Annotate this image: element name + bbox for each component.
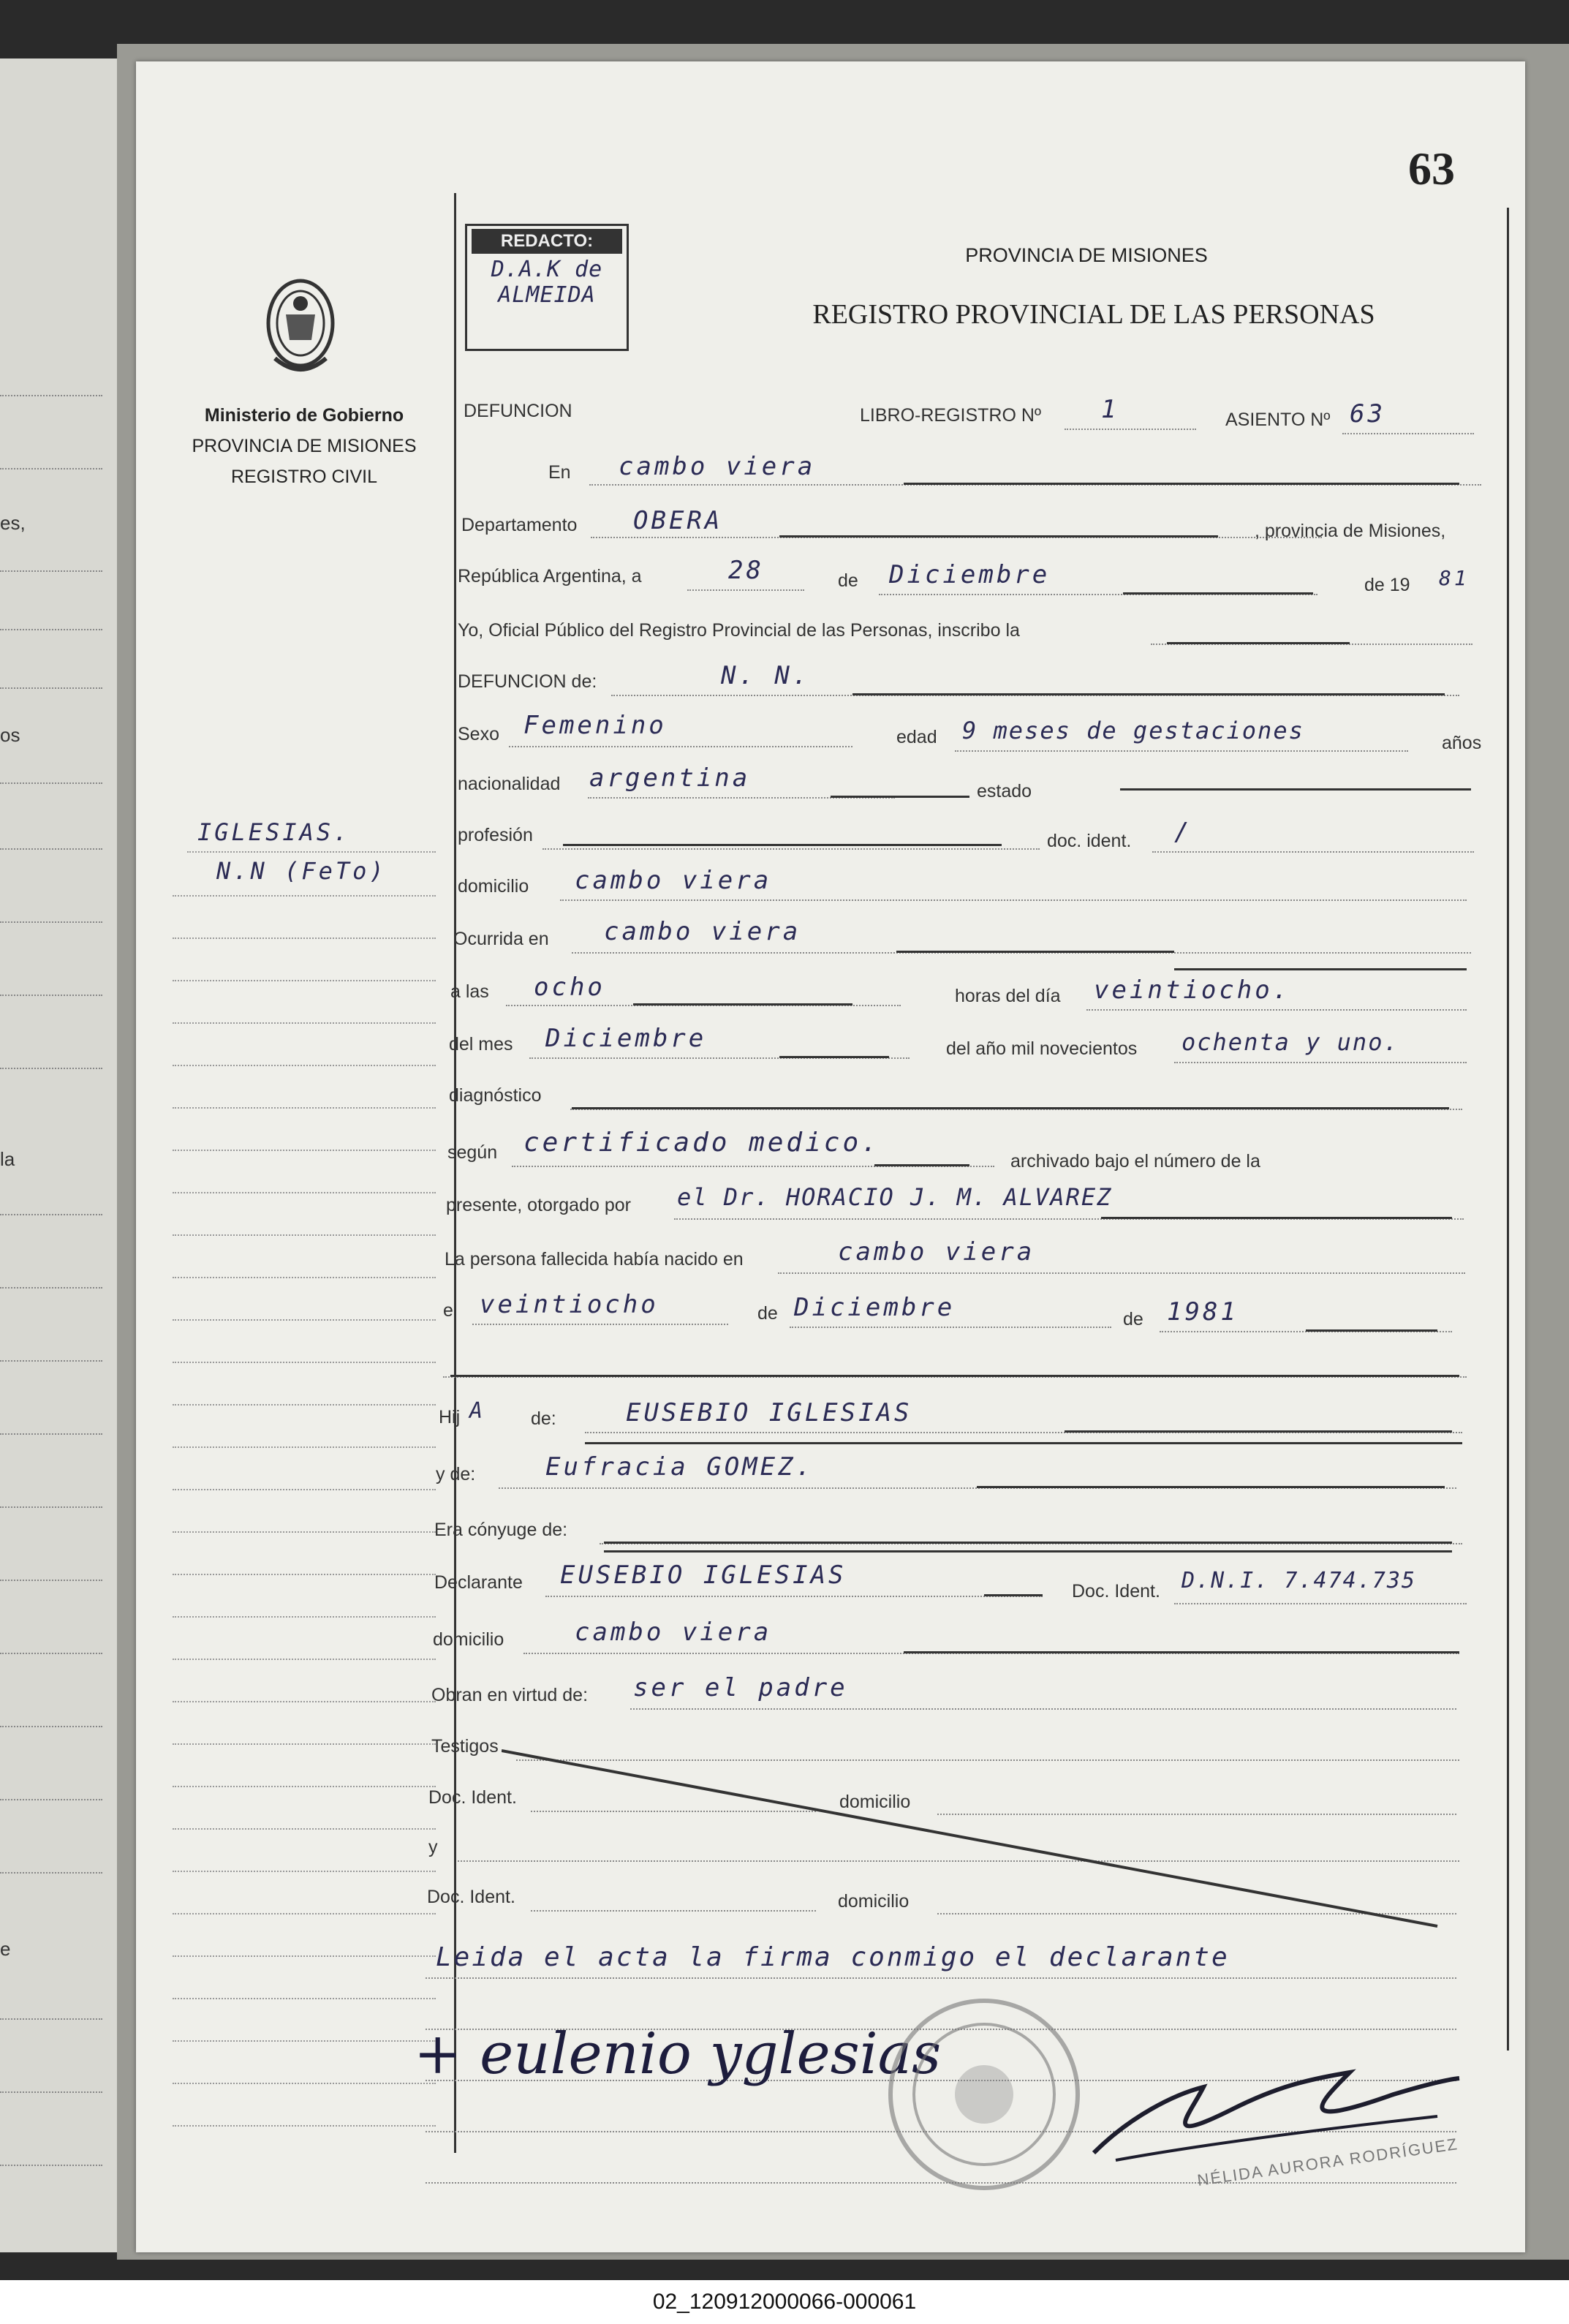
margin-line xyxy=(173,2125,436,2127)
margin-line xyxy=(173,1234,436,1236)
anio-mil-label: del año mil novecientos xyxy=(946,1038,1138,1059)
defuncion-de-value: N. N. xyxy=(721,661,811,690)
margin-line xyxy=(173,1531,436,1533)
margin-line xyxy=(173,1743,436,1745)
obran-value: ser el padre xyxy=(633,1673,848,1702)
margin-line xyxy=(173,1022,436,1024)
hij-suffix: A xyxy=(469,1398,486,1424)
margin-line xyxy=(173,1446,436,1448)
register-page xyxy=(136,61,1525,2252)
redacto-label: REDACTO: xyxy=(472,229,622,254)
departamento-value: OBERA xyxy=(633,506,723,535)
sexo-value: Femenino xyxy=(523,711,667,740)
domicilio2-label: domicilio xyxy=(433,1629,504,1650)
margin-line xyxy=(173,1277,436,1278)
del-mes-label: del mes xyxy=(449,1034,513,1055)
cancel-stroke xyxy=(502,1743,1452,1933)
margin-line xyxy=(173,1404,436,1406)
madre-value: Eufracia GOMEZ. xyxy=(545,1452,814,1482)
padre-value: EUSEBIO IGLESIAS xyxy=(626,1398,912,1427)
margin-line xyxy=(173,980,436,981)
hij-de-label: de: xyxy=(531,1408,556,1429)
nacionalidad-label: nacionalidad xyxy=(458,774,561,794)
leida-text: Leida el acta la firma conmigo el declarante xyxy=(436,1942,1230,1972)
defuncion-de-label: DEFUNCION de: xyxy=(458,671,597,692)
margin-line xyxy=(173,1574,436,1575)
segun-value: certificado medico. xyxy=(523,1128,880,1158)
margin-line xyxy=(173,1786,436,1787)
y-label: y xyxy=(428,1837,438,1857)
hij-label: Hij xyxy=(439,1407,461,1427)
asiento-label: ASIENTO Nº xyxy=(1225,410,1331,430)
margin-line xyxy=(173,1955,436,1957)
edad-value: 9 meses de gestaciones xyxy=(962,717,1304,744)
province-heading: PROVINCIA DE MISIONES xyxy=(965,244,1208,266)
republica-label: República Argentina, a xyxy=(458,566,642,586)
declarant-signature: + eulenio yglesias xyxy=(414,2021,942,2087)
libro-label: LIBRO-REGISTRO Nº xyxy=(860,405,1042,426)
doc-ident2-label: Doc. Ident. xyxy=(1072,1581,1160,1601)
declarante-value: EUSEBIO IGLESIAS xyxy=(560,1561,847,1590)
profesion-label: profesión xyxy=(458,825,533,845)
del-mes-value: Diciembre xyxy=(545,1024,707,1053)
stamp-text: NÉLIDA AURORA RODRÍGUEZ xyxy=(1195,2135,1460,2189)
estado-label: estado xyxy=(977,781,1032,801)
margin-line xyxy=(173,1489,436,1490)
provincia-label: , provincia de Misiones, xyxy=(1255,521,1446,541)
margin-line xyxy=(173,1192,436,1193)
nacido-label: La persona fallecida había nacido en xyxy=(445,1249,744,1269)
doc-ident3-label: Doc. Ident. xyxy=(428,1787,517,1808)
margin-line xyxy=(173,1998,436,1999)
de2-label: de xyxy=(757,1303,778,1324)
page-number: 63 xyxy=(1408,143,1455,195)
presente-value: el Dr. HORACIO J. M. ALVAREZ xyxy=(677,1183,1113,1211)
ministry-line-3: REGISTRO CIVIL xyxy=(230,467,378,487)
conyuge-label: Era cónyuge de: xyxy=(434,1520,568,1540)
left-page-edge: es, os la e xyxy=(0,59,119,2252)
doc-ident-label: doc. ident. xyxy=(1047,831,1132,851)
el-label: el xyxy=(443,1300,458,1321)
a-las-value: ocho xyxy=(534,973,605,1002)
archivado-label: archivado bajo el número de la xyxy=(1010,1151,1260,1172)
mes2-value: Diciembre xyxy=(794,1293,956,1322)
anio-mil-value: ochenta y uno. xyxy=(1182,1028,1399,1056)
sexo-label: Sexo xyxy=(458,724,499,744)
official-stamp xyxy=(882,1992,1086,2197)
margin-line xyxy=(173,1362,436,1363)
anios-label: años xyxy=(1442,733,1482,753)
margin-line xyxy=(173,1107,436,1109)
margin-note-line-1: IGLESIAS. xyxy=(197,818,351,846)
edad-label: edad xyxy=(896,727,937,747)
domicilio-label: domicilio xyxy=(458,876,529,897)
doc-ident4-label: Doc. Ident. xyxy=(427,1887,515,1907)
de3-label: de xyxy=(1123,1309,1143,1329)
redacto-value-1: D.A.K de xyxy=(491,257,603,282)
domicilio-value: cambo viera xyxy=(575,866,772,895)
horas-value: veintiocho. xyxy=(1094,976,1291,1005)
domicilio3-label: domicilio xyxy=(839,1792,911,1812)
margin-line xyxy=(173,1701,436,1702)
doc-ident2-value: D.N.I. 7.474.735 xyxy=(1182,1568,1416,1593)
coat-of-arms-seal xyxy=(260,271,341,380)
diagnostico-label: diagnóstico xyxy=(449,1085,542,1106)
margin-line xyxy=(173,2083,436,2084)
right-border xyxy=(1507,208,1509,2051)
presente-label: presente, otorgado por xyxy=(446,1195,631,1215)
margin-line xyxy=(173,1065,436,1066)
segun-label: según xyxy=(447,1142,498,1163)
anio-value: 81 xyxy=(1439,566,1470,590)
domicilio4-label: domicilio xyxy=(838,1891,910,1912)
libro-value: 1 xyxy=(1101,395,1119,424)
margin-line xyxy=(173,1659,436,1660)
dia-value: 28 xyxy=(728,556,764,585)
de-label: de xyxy=(838,570,858,591)
anio2-value: 1981 xyxy=(1167,1297,1239,1327)
margin-line xyxy=(173,1150,436,1151)
asiento-value: 63 xyxy=(1350,399,1385,429)
registry-heading: REGISTRO PROVINCIAL DE LAS PERSONAS xyxy=(812,299,1375,330)
y-de-label: y de: xyxy=(436,1464,476,1484)
margin-line xyxy=(173,1871,436,1872)
oficial-text: Yo, Oficial Público del Registro Provincial de las Personas, inscribo la xyxy=(458,620,1020,641)
margin-line xyxy=(173,937,436,939)
margin-line xyxy=(173,895,436,897)
ministry-line-1: Ministerio de Gobierno xyxy=(204,405,404,426)
margin-line xyxy=(187,851,436,853)
anio-label: de 19 xyxy=(1364,575,1410,595)
doc-ident-value: / xyxy=(1174,818,1192,847)
redacto-value-2: ALMEIDA xyxy=(498,282,596,308)
a-las-label: a las xyxy=(450,981,489,1002)
el-value: veintiocho xyxy=(480,1290,659,1319)
horas-label: horas del día xyxy=(955,986,1061,1006)
en-value: cambo viera xyxy=(619,452,816,481)
declarante-label: Declarante xyxy=(434,1572,523,1593)
margin-line xyxy=(173,2040,436,2042)
testigos-label: Testigos xyxy=(431,1736,499,1757)
mes-value: Diciembre xyxy=(889,560,1051,589)
nacido-value: cambo viera xyxy=(838,1237,1035,1267)
nacionalidad-value: argentina xyxy=(589,763,751,793)
domicilio2-value: cambo viera xyxy=(575,1618,772,1647)
margin-divider xyxy=(454,193,456,2153)
obran-label: Obran en virtud de: xyxy=(431,1685,589,1705)
ocurrida-value: cambo viera xyxy=(604,917,801,946)
redacto-box xyxy=(465,224,629,351)
margin-line xyxy=(173,1319,436,1321)
ministry-line-2: PROVINCIA DE MISIONES xyxy=(192,436,417,456)
margin-line xyxy=(173,1913,436,1914)
departamento-label: Departamento xyxy=(461,515,578,535)
margin-line xyxy=(173,1828,436,1830)
record-type-label: DEFUNCION xyxy=(464,401,572,421)
ocurrida-label: Ocurrida en xyxy=(453,929,549,949)
margin-note-line-2: N.N (FeTo) xyxy=(216,857,387,885)
en-label: En xyxy=(548,462,571,483)
margin-line xyxy=(173,1616,436,1618)
image-caption: 02_120912000066-000061 xyxy=(0,2280,1569,2324)
